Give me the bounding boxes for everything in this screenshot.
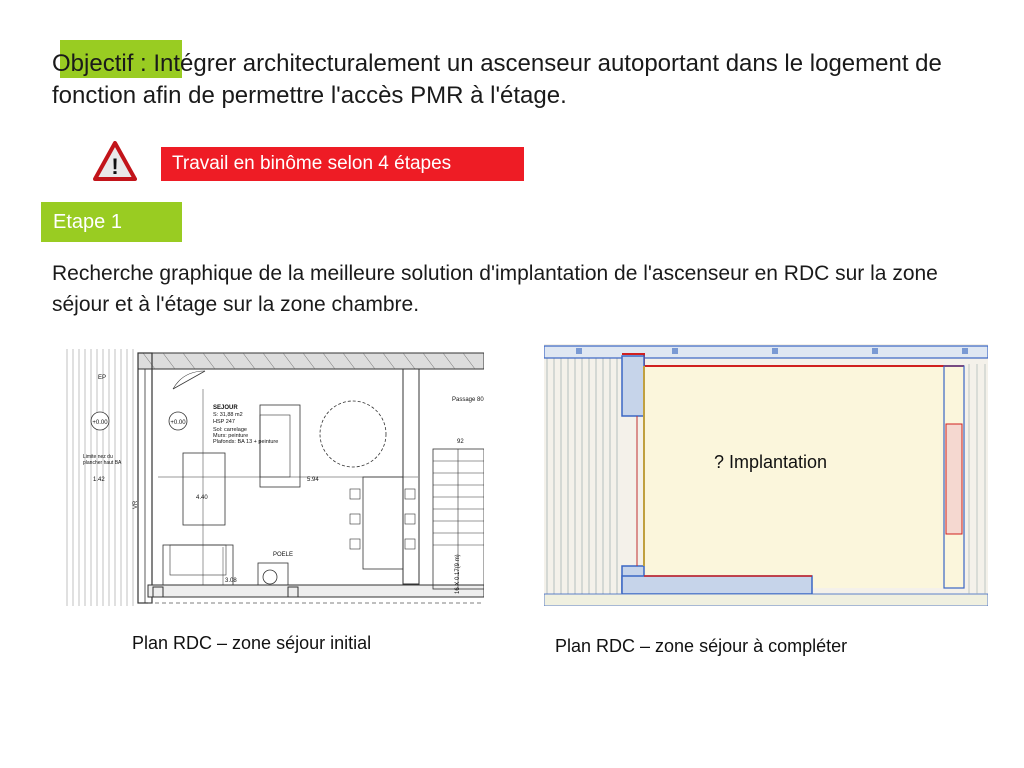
level-label-b: +0.00: [170, 420, 186, 426]
implantation-placeholder: ? Implantation: [714, 452, 828, 472]
plan-initial-image: [63, 349, 484, 606]
dim-label-4: 1.42: [93, 477, 105, 483]
objective-label: Objectif :: [52, 50, 154, 77]
plan-initial-caption: Plan RDC – zone séjour initial: [132, 633, 372, 653]
vr-label: VR: [133, 500, 139, 509]
level-label-a: +0.00: [92, 420, 108, 426]
objective-text: [52, 48, 952, 112]
work-mode-banner: Travail en binôme selon 4 étapes: [161, 147, 524, 181]
plan-target-caption: Plan RDC – zone séjour à compléter: [555, 636, 848, 656]
dim-label-1: 5.94: [307, 477, 319, 483]
plan-target-image: [544, 344, 988, 606]
warning-triangle-icon: [93, 141, 137, 181]
limit-note-2: plancher haut BA: [83, 460, 122, 466]
passage-label: Passage 80: [452, 397, 484, 403]
plan-target-drawing: [544, 344, 988, 606]
room-hsp: HSP 247: [213, 419, 235, 425]
dim-label-5: 92: [457, 439, 464, 445]
limit-note-1: Limite nez du: [83, 454, 113, 460]
svg-text:!: !: [111, 154, 119, 179]
step-badge: Etape 1: [41, 202, 182, 242]
dim-label-2: 4.40: [196, 495, 208, 501]
room-name: SEJOUR: [213, 405, 238, 411]
room-area: S: 31,88 m2: [213, 412, 243, 418]
room-ceiling: Plafonds: BA 13 + peinture: [213, 439, 279, 445]
plan-initial-drawing: [63, 349, 484, 606]
stove-label: POELE: [273, 552, 294, 558]
step-description: Recherche graphique de la meilleure solution d'implantation de l'ascenseur en RDC sur la zone séjour et à l'étage sur la zone chambre.: [52, 262, 938, 316]
objective-body: Intégrer architecturalement un ascenseur autoportant dans le logement de fonction afin de permettre l'accès PMR à l'étage.: [52, 50, 942, 109]
ep-label: EP: [98, 375, 107, 381]
room-floor: Sol: carrelage: [213, 427, 247, 433]
stair-note: 16 X 0.17(9 m): [455, 554, 461, 594]
dim-label-3: 3.08: [225, 578, 237, 584]
room-walls: Murs: peinture: [213, 433, 249, 439]
